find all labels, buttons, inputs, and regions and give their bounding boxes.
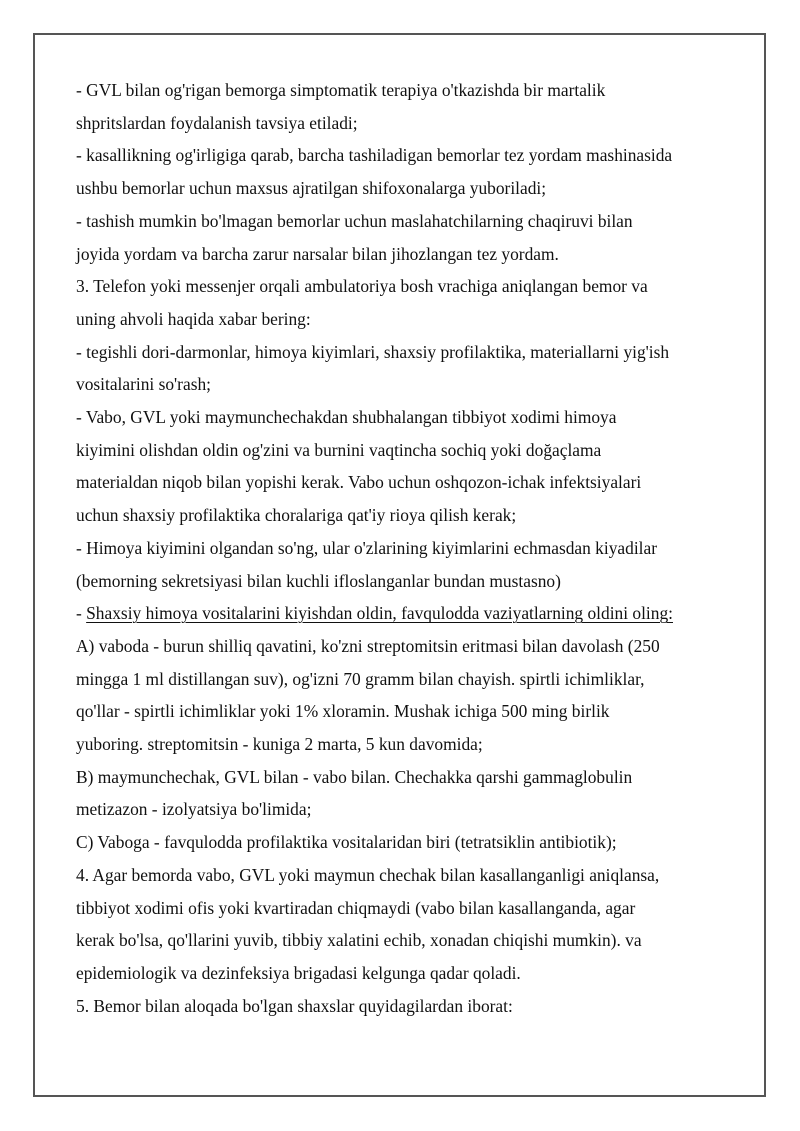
text-line: - GVL bilan og'rigan bemorga simptomatik terapiya o'tkazishda bir martalik <box>76 80 606 100</box>
text-line: - Himoya kiyimini olgandan so'ng, ular o'zlarining kiyimlarini echmasdan kiyadilar <box>76 537 657 558</box>
text-line: - tashish mumkin bo'lmagan bemorlar uchun maslahatchilarning chaqiruvi bilan <box>76 210 633 231</box>
text-line: - tegishli dori-darmonlar, himoya kiyimlari, shaxsiy profilaktika, materiallarni yig'ish <box>76 341 670 362</box>
text-line: shpritslardan foydalanish tavsiya etiladi; <box>76 112 358 133</box>
text-line: vositalarini so'rash; <box>76 374 211 395</box>
text-line: ushbu bemorlar uchun maxsus ajratilgan shifoxonalarga yuboriladi; <box>76 178 547 199</box>
text-line: C) Vaboga - favqulodda profilaktika vositalaridan biri (tetratsiklin antibiotik); <box>76 832 617 853</box>
text-line: yuboring. streptomitsin - kuniga 2 marta, 5 kun davomida; <box>76 734 483 755</box>
underlined-heading: Shaxsiy himoya vositalarini kiyishdan oldin, favqulodda vaziyatlarning oldini oling: <box>86 603 673 624</box>
text-line: 4. Agar bemorda vabo, GVL yoki maymun chechak bilan kasallanganligi aniqlansa, <box>76 864 660 885</box>
text-line: materialdan niqob bilan yopishi kerak. Vabo uchun oshqozon-ichak infektsiyalari <box>76 472 642 493</box>
text-line: (bemorning sekretsiyasi bilan kuchli ifloslanganlar bundan mustasno) <box>76 570 561 591</box>
text-line: uning ahvoli haqida xabar bering: <box>76 308 311 329</box>
text-line: kerak bo'lsa, qo'llarini yuvib, tibbiy xalatini echib, xonadan chiqishi mumkin). va <box>76 930 642 951</box>
text-line: B) maymunchechak, GVL bilan - vabo bilan. Chechakka qarshi gammaglobulin <box>76 766 633 787</box>
text-line: 3. Telefon yoki messenjer orqali ambulatoriya bosh vrachiga aniqlangan bemor va <box>76 276 648 297</box>
underlined-line <box>76 597 736 630</box>
document-text <box>76 74 736 1022</box>
text-line: A) vaboda - burun shilliq qavatini, ko'zni streptomitsin eritmasi bilan davolash (250 <box>76 635 660 656</box>
text-line: kiyimini olishdan oldin og'zini va burnini vaqtincha sochiq yoki doğaçlama <box>76 439 602 460</box>
list-dash: - <box>76 603 87 624</box>
text-line: epidemiologik va dezinfeksiya brigadasi kelgunga qadar qoladi. <box>76 962 521 983</box>
text-line: qo'llar - spirtli ichimliklar yoki 1% xloramin. Mushak ichiga 500 ming birlik <box>76 701 610 722</box>
text-line: 5. Bemor bilan aloqada bo'lgan shaxslar quyidagilardan iborat: <box>76 995 513 1016</box>
text-line: uchun shaxsiy profilaktika choralariga qat'iy rioya qilish kerak; <box>76 505 517 526</box>
text-line: tibbiyot xodimi ofis yoki kvartiradan chiqmaydi (vabo bilan kasallanganda, agar <box>76 897 636 918</box>
text-line: - kasallikning og'irligiga qarab, barcha tashiladigan bemorlar tez yordam mashinasida <box>76 145 673 166</box>
text-line: joyida yordam va barcha zarur narsalar bilan jihozlangan tez yordam. <box>76 243 559 264</box>
text-line: mingga 1 ml distillangan suv), og'izni 70 gramm bilan chayish. spirtli ichimliklar, <box>76 668 645 689</box>
text-line: metizazon - izolyatsiya bo'limida; <box>76 799 312 820</box>
text-line: - Vabo, GVL yoki maymunchechakdan shubhalangan tibbiyot xodimi himoya <box>76 407 617 428</box>
